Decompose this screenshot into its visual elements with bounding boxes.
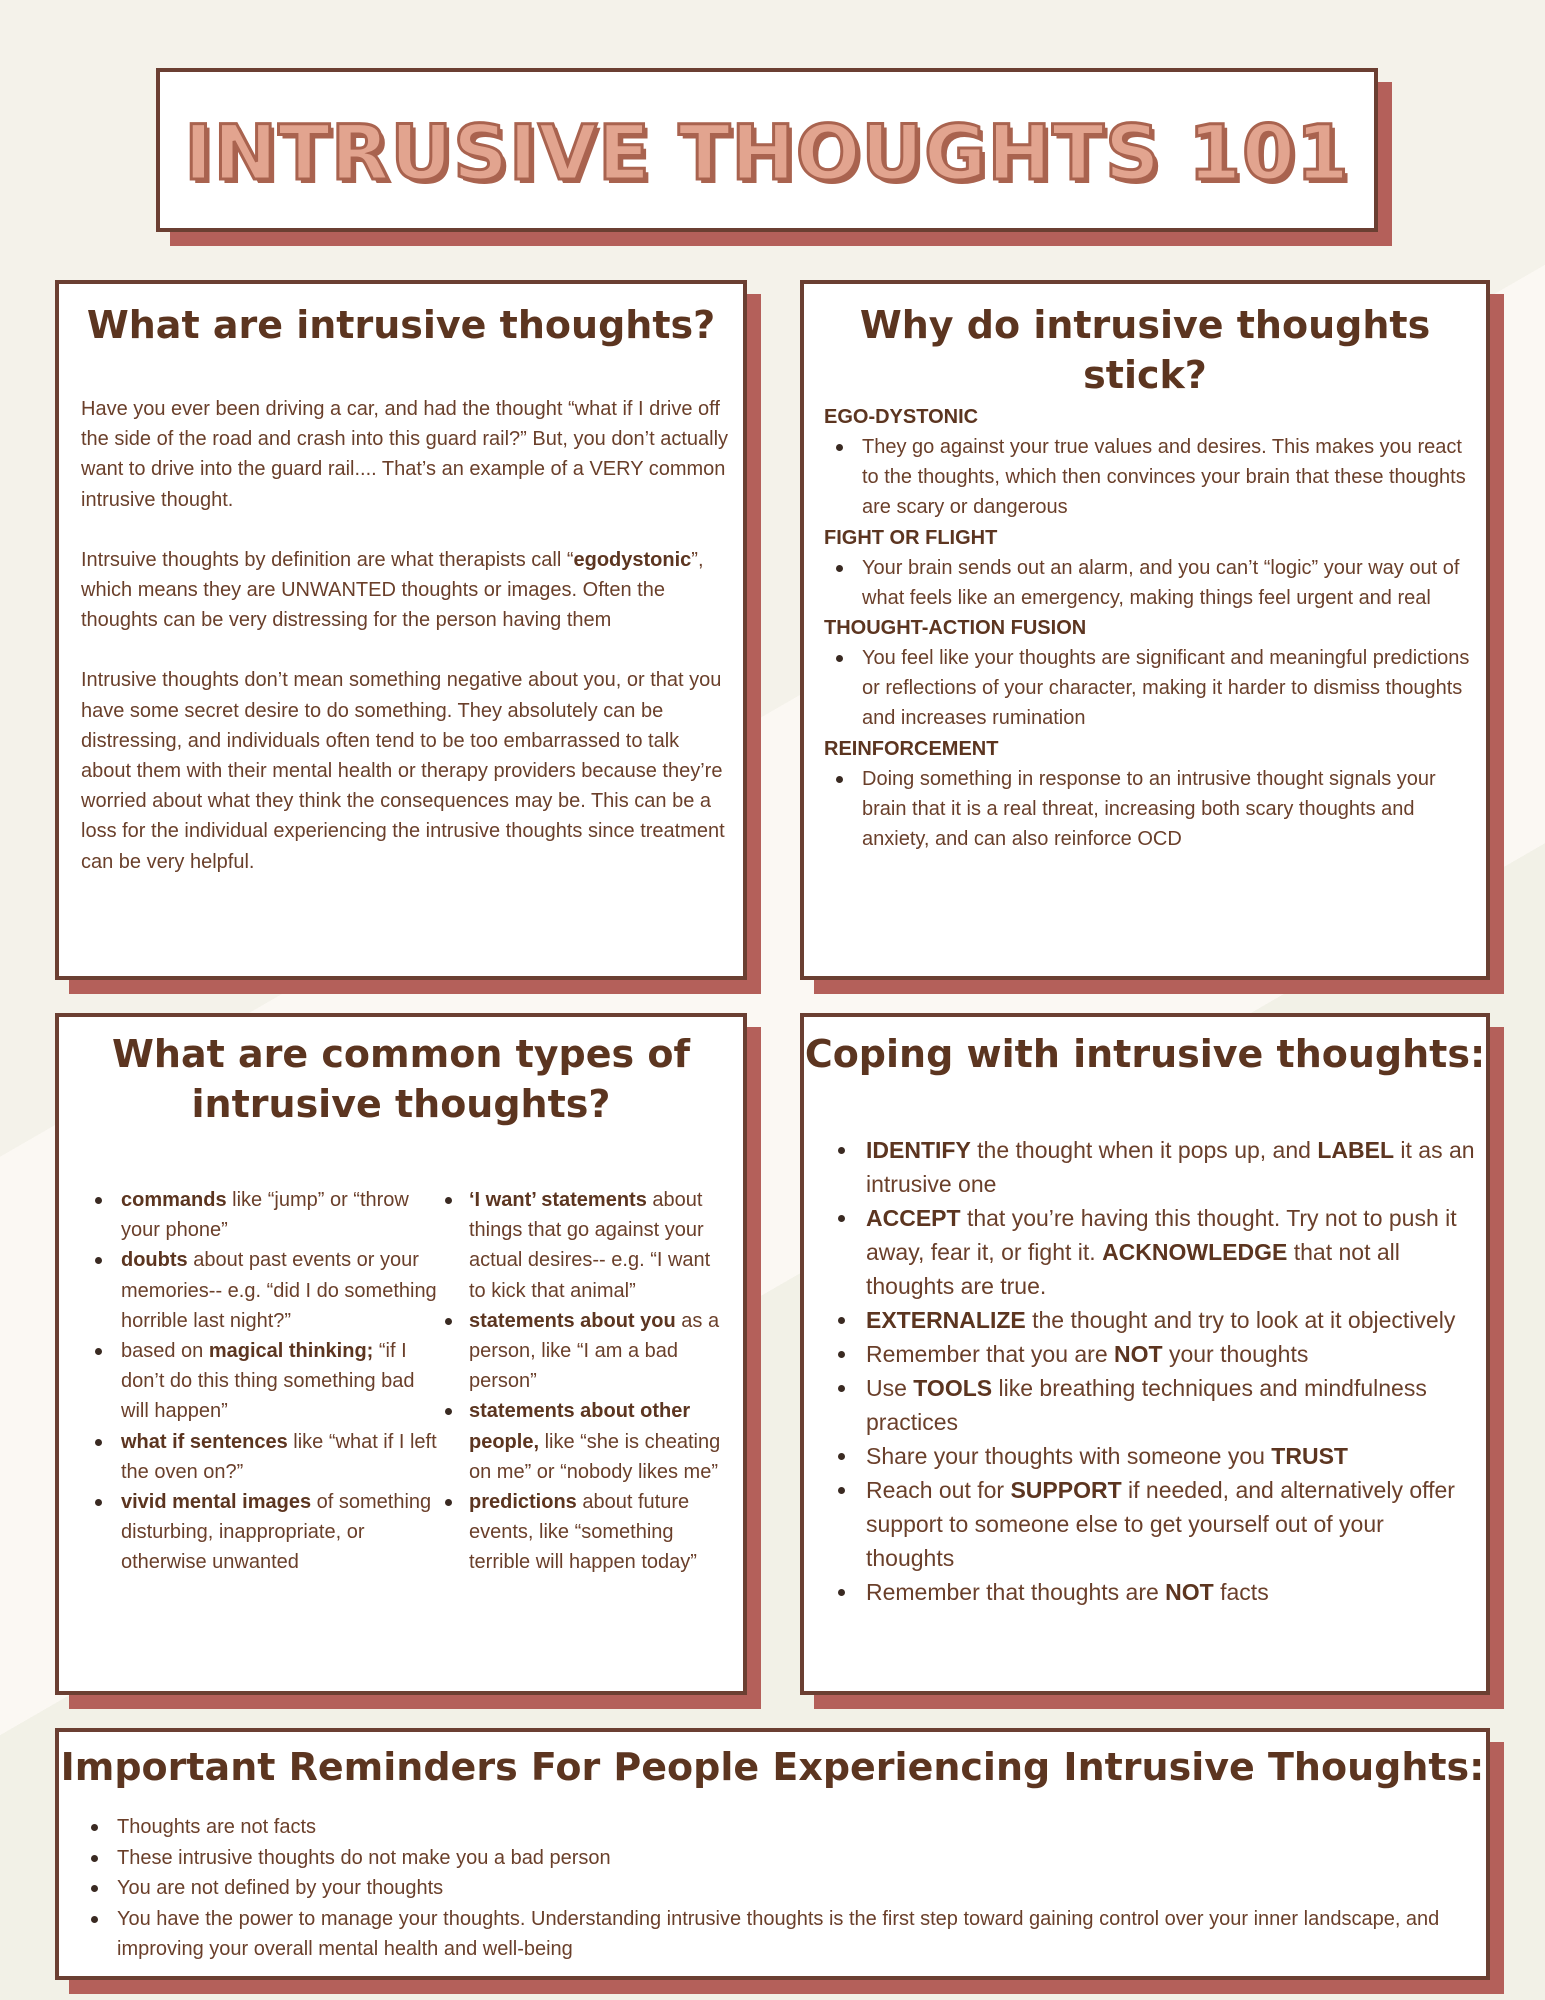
- what-are-panel: [55, 280, 747, 980]
- list-item: [826, 1439, 1476, 1473]
- list-item: [83, 1427, 439, 1487]
- item-keyword: NOT: [1114, 1341, 1163, 1367]
- list-item: They go against your true values and desires. This makes you react to the thoughts, which then convinces your brain that these thoughts are scary or dangerous: [824, 432, 1474, 523]
- list-item: [83, 1245, 439, 1336]
- item-keyword: SUPPORT: [1010, 1477, 1122, 1503]
- item-text: Reach out for: [866, 1477, 1011, 1503]
- stick-label: EGO-DYSTONIC: [824, 406, 979, 428]
- types-heading-line-1: What are common types of: [112, 1032, 690, 1076]
- list-item: [826, 1201, 1476, 1303]
- item-text: like “what if I left the oven on?”: [121, 1430, 437, 1483]
- item-text: like “jump” or “throw your phone”: [121, 1189, 409, 1242]
- item-text: about things that go against your actual desires-- e.g. “I want to kick that animal”: [469, 1189, 711, 1302]
- item-keyword: TOOLS: [913, 1375, 993, 1401]
- list-item: [826, 1337, 1476, 1371]
- item-text: if needed, and alternatively offer support to someone else to get yourself out of your thoughts: [866, 1477, 1455, 1571]
- item-text: about future events, like “something terrible will happen today”: [469, 1491, 697, 1574]
- item-keyword: IDENTIFY: [866, 1137, 971, 1163]
- item-text: about past events or your memories-- e.g. “did I do something horrible last night?”: [121, 1249, 437, 1332]
- types-columns: [83, 1185, 723, 1578]
- what-are-body: [81, 394, 733, 907]
- item-text: as a person, like “I am a bad person”: [469, 1309, 720, 1393]
- item-text: your thoughts: [1162, 1341, 1309, 1367]
- what-are-paragraph-3: Intrusive thoughts don’t mean something negative about you, or that you have some secret desire to do something. They absolutely can be distressing, and individuals often tend to be too embarrassed to talk about them with their mental health or therapy providers because they’re worried about what they think the consequences may be. This can be a loss for the individual experiencing the intrusive thoughts since treatment can be very helpful.: [81, 669, 725, 873]
- coping-heading: Coping with intrusive thoughts:: [804, 1032, 1486, 1076]
- item-text: based on: [121, 1340, 209, 1363]
- why-stick-list: [824, 402, 1474, 854]
- item-keyword: ‘I want’ statements: [469, 1189, 647, 1211]
- list-item: Thoughts are not facts: [79, 1812, 1446, 1843]
- egodystonic-term: egodystonic: [573, 548, 692, 571]
- types-heading: [59, 1029, 743, 1129]
- reminders-panel: [55, 1728, 1490, 1980]
- stick-bullets: [824, 432, 1474, 523]
- item-text: “if I don’t do this thing something bad will happen”: [121, 1340, 415, 1423]
- list-item: You have the power to manage your thoughts. Understanding intrusive thoughts is the first step toward gaining control over your inner landscape, and improving your overall mental health and well-being: [79, 1904, 1446, 1965]
- list-item: [439, 1487, 723, 1578]
- list-item: [439, 1306, 723, 1397]
- item-text: facts: [1213, 1579, 1269, 1605]
- item-text: Use: [866, 1375, 914, 1401]
- item-keyword: commands: [121, 1189, 227, 1211]
- item-text: like breathing techniques and mindfulness practices: [866, 1375, 1427, 1435]
- item-keyword: predictions: [469, 1491, 577, 1514]
- stick-label: FIGHT OR FLIGHT: [824, 526, 998, 549]
- list-item: [826, 1575, 1476, 1609]
- stick-label: REINFORCEMENT: [824, 737, 999, 760]
- reminders-list: [79, 1812, 1446, 1965]
- item-keyword: statements about you: [469, 1309, 676, 1332]
- types-panel: [55, 1013, 747, 1695]
- list-item: These intrusive thoughts do not make you a bad person: [79, 1843, 1446, 1874]
- why-stick-heading: Why do intrusive thoughts stick?: [859, 303, 1431, 397]
- paragraph-text: Intrsuive thoughts by definition are what therapists call “: [81, 548, 574, 571]
- page-title: INTRUSIVE THOUGHTS 101: [184, 108, 1350, 197]
- item-text: Share your thoughts with someone you: [866, 1443, 1272, 1469]
- list-item: You are not defined by your thoughts: [79, 1873, 1446, 1904]
- what-are-paragraph-2: [81, 545, 733, 636]
- item-text: that you’re having this thought. Try not to push it away, fear it, or fight it.: [866, 1205, 1457, 1265]
- item-keyword: doubts: [121, 1249, 188, 1272]
- coping-panel: [800, 1013, 1490, 1695]
- item-keyword: statements about other people,: [469, 1400, 691, 1453]
- item-keyword: ACCEPT: [866, 1205, 961, 1231]
- types-column-2: [439, 1185, 723, 1578]
- item-keyword: magical thinking;: [208, 1340, 374, 1363]
- item-keyword: LABEL: [1317, 1137, 1394, 1163]
- stick-label: THOUGHT-ACTION FUSION: [824, 617, 1087, 640]
- what-are-paragraph-1: Have you ever been driving a car, and had the thought “what if I drive off the side of the road and crash into this guard rail?” But, you don’t actually want to drive into the guard rail.... That’s an example of a VERY common intrusive thought.: [81, 398, 729, 511]
- why-stick-panel: [800, 280, 1490, 980]
- stick-bullets: [824, 553, 1474, 613]
- list-item: [826, 1303, 1476, 1337]
- stick-bullets: [824, 643, 1474, 734]
- types-column-1: [83, 1185, 439, 1578]
- stick-bullets: [824, 764, 1474, 855]
- list-item: [826, 1371, 1476, 1439]
- item-keyword: NOT: [1165, 1579, 1214, 1605]
- reminders-heading: Important Reminders For People Experiencing Intrusive Thoughts:: [60, 1745, 1485, 1789]
- item-keyword: TRUST: [1271, 1443, 1348, 1469]
- item-text: the thought when it pops up, and: [970, 1137, 1318, 1163]
- list-item: [439, 1185, 723, 1306]
- coping-list: [826, 1133, 1476, 1609]
- list-item: You feel like your thoughts are significant and meaningful predictions or reflections of your character, making it harder to dismiss thoughts and increases rumination: [824, 643, 1474, 734]
- item-keyword: ACKNOWLEDGE: [1102, 1239, 1288, 1265]
- item-text: it as an intrusive one: [866, 1137, 1475, 1197]
- item-keyword: what if sentences: [121, 1430, 288, 1453]
- list-item: [83, 1336, 439, 1427]
- list-item: [439, 1396, 723, 1487]
- item-text: like “she is cheating on me” or “nobody likes me”: [469, 1430, 721, 1483]
- title-banner: [156, 68, 1378, 232]
- list-item: [826, 1473, 1476, 1575]
- item-text: of something disturbing, inappropriate, or otherwise unwanted: [121, 1491, 432, 1574]
- item-text: that not all thoughts are true.: [866, 1239, 1400, 1299]
- item-keyword: vivid mental images: [121, 1491, 312, 1514]
- list-item: Doing something in response to an intrusive thought signals your brain that it is a real threat, increasing both scary thoughts and anxiety, and can also reinforce OCD: [824, 764, 1474, 855]
- what-are-heading: What are intrusive thoughts?: [86, 303, 716, 347]
- types-heading-line-2: intrusive thoughts?: [191, 1082, 611, 1126]
- list-item: Your brain sends out an alarm, and you can’t “logic” your way out of what feels like an emergency, making things feel urgent and real: [824, 553, 1474, 613]
- list-item: [826, 1133, 1476, 1201]
- list-item: [83, 1487, 439, 1578]
- item-text: Remember that thoughts are: [866, 1579, 1166, 1605]
- item-text: the thought and try to look at it objectively: [1025, 1307, 1456, 1333]
- item-keyword: EXTERNALIZE: [866, 1307, 1026, 1333]
- list-item: [83, 1185, 439, 1245]
- paragraph-text: ”, which means they are UNWANTED thoughts or images. Often the thoughts can be very distressing for the person having them: [81, 548, 704, 632]
- item-text: Remember that you are: [866, 1341, 1115, 1367]
